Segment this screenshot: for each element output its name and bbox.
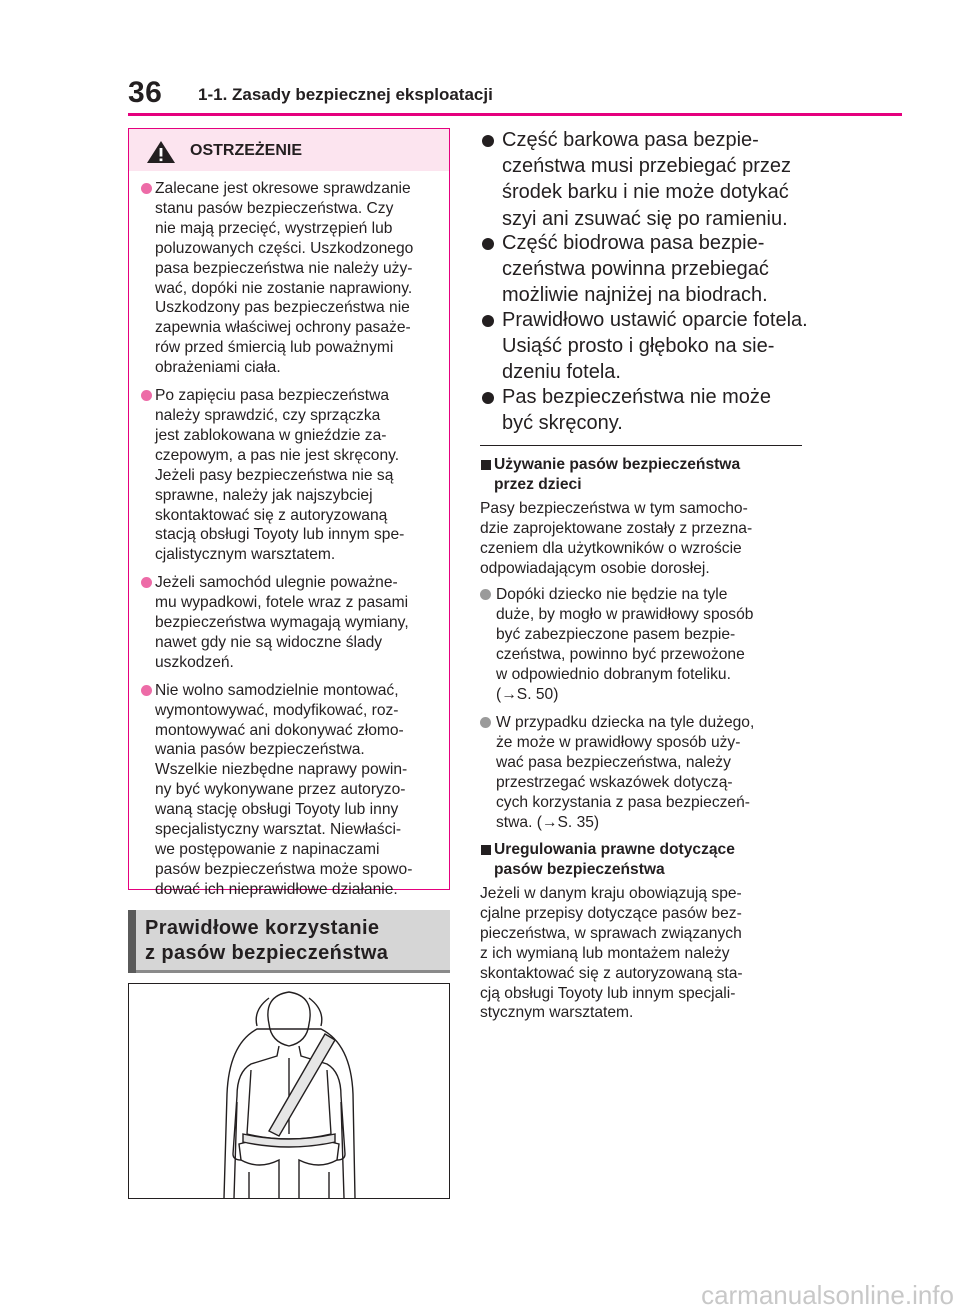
- warning-item-line: dować ich nieprawidłowe działanie.: [155, 880, 398, 898]
- warning-item-line: pasa bezpieczeństwa nie należy uży-: [155, 259, 413, 277]
- warning-item: [141, 573, 439, 673]
- warning-item-line: cjalistycznym warsztatem.: [155, 546, 336, 564]
- regulations-paragraph-line: Jeżeli w danym kraju obowiązują spe-: [480, 885, 742, 902]
- warning-item-line: należy sprawdzić, czy sprzączka: [155, 406, 381, 424]
- regulations-paragraph-line: skontaktować się z autoryzowaną sta-: [480, 964, 743, 982]
- seatbelt-rule-line: być skręcony.: [502, 412, 623, 435]
- warning-item-line: obrażeniami ciała.: [155, 359, 281, 377]
- seatbelt-rule-line: Część biodrowa pasa bezpie-: [502, 232, 765, 254]
- seatbelt-rule-text: [502, 307, 808, 386]
- warning-item-line: ny być wykonywane przez autoryzo-: [155, 781, 406, 799]
- bullet-dot-icon: [482, 238, 494, 250]
- warning-item-line: uszkodzeń.: [155, 653, 234, 671]
- regulations-heading-line1: Uregulowania prawne dotyczące: [494, 841, 735, 858]
- warning-item-line: poluzowanych części. Uszkodzonego: [155, 239, 414, 257]
- warning-item-line: stacją obsługi Toyoty lub innym spe-: [155, 526, 405, 544]
- warning-item-line: we postępowanie z napinaczami: [155, 841, 380, 858]
- bullet-dot-icon: [141, 685, 152, 696]
- page-number: 36: [128, 76, 163, 109]
- seatbelt-rule-line: Pas bezpieczeństwa nie może: [502, 386, 772, 408]
- warning-item-line: montowywać ani dokonywać złomo-: [155, 721, 404, 739]
- bullet-dot-icon: [141, 577, 152, 588]
- seatbelt-rule-line: czeństwa powinna przebiegać: [502, 258, 769, 281]
- seatbelt-rule-line: środek barku i nie może dotykać: [502, 181, 789, 204]
- children-bullet-line: wać pasa bezpieczeństwa, należy: [496, 753, 731, 771]
- section-title-line1: Prawidłowe korzystanie: [145, 917, 380, 939]
- warning-body: [129, 171, 449, 900]
- children-paragraph-line: czeniem dla użytkowników o wzroście: [480, 539, 742, 557]
- children-bullet-text: [496, 585, 753, 704]
- children-bullet-line: duże, by mogło w prawidłowy sposób: [496, 605, 754, 623]
- warning-item-line: Jeżeli samochód ulegnie poważne-: [155, 574, 398, 592]
- warning-item-line: wymontowywać, modyfikować, roz-: [155, 701, 399, 719]
- seatbelt-rule-line: Część barkowa pasa bezpie-: [502, 129, 759, 151]
- warning-item-line: specjalistyczny warsztat. Niewłaści-: [155, 821, 402, 839]
- warning-title: OSTRZEŻENIE: [190, 142, 303, 159]
- seatbelt-rule-line: Usiąść prosto i głęboko na sie-: [502, 335, 775, 358]
- warning-item-line: wać, dopóki nie zostanie naprawiony.: [155, 279, 413, 297]
- warning-header: [129, 129, 449, 171]
- seatbelt-rule-line: Prawidłowo ustawić oparcie fotela.: [502, 309, 808, 331]
- children-bullet-item: [480, 585, 753, 704]
- seatbelt-illustration: [128, 983, 450, 1199]
- children-paragraph-line: odpowiadającym osobie dorosłej.: [480, 559, 710, 577]
- regulations-paragraph-line: pieczeństwa, w sprawach związanych: [480, 924, 742, 942]
- children-bullet-line: cych korzystania z pasa bezpieczeń-: [496, 793, 750, 811]
- warning-item-line: Wszelkie niezbędne naprawy powin-: [155, 761, 408, 779]
- right-column-rule: [480, 445, 802, 446]
- bullet-dot-icon: [141, 390, 152, 401]
- children-bullet-item: [480, 713, 754, 832]
- bullet-dot-icon: [482, 392, 494, 404]
- warning-item-line: Jeżeli pasy bezpieczeństwa nie są: [155, 466, 394, 484]
- seatbelt-rule-line: szyi ani zsuwać się po ramieniu.: [502, 207, 788, 230]
- children-bullet-line: przestrzegać wskazówek dotyczą-: [496, 773, 733, 791]
- children-bullet-line: w odpowiednio dobranym foteliku.: [496, 665, 731, 683]
- warning-item-line: czepowym, a pas nie jest skręcony.: [155, 446, 400, 464]
- seated-person-with-seatbelt-drawing: [129, 984, 449, 1198]
- warning-item-line: nawet gdy nie są widoczne ślady: [155, 633, 383, 651]
- seatbelt-rule-line: czeństwa musi przebiegać przez: [502, 155, 792, 178]
- regulations-paragraph: [480, 884, 743, 1023]
- warning-item: [141, 179, 439, 378]
- warning-item-line: bezpieczeństwa wymagają wymiany,: [155, 614, 409, 632]
- warning-item-line: nie mają przecięć, wystrzępień lub: [155, 219, 393, 237]
- warning-item-line: Nie wolno samodzielnie montować,: [155, 681, 399, 699]
- warning-item-line: zapewnia właściwej ochrony pasaże-: [155, 319, 411, 337]
- warning-item-line: Zalecane jest okresowe sprawdzanie: [155, 180, 411, 197]
- children-paragraph-line: Pasy bezpieczeństwa w tym samocho-: [480, 500, 748, 517]
- seatbelt-rule-item: [480, 127, 791, 232]
- children-bullet-line: stwa. (→S. 35): [496, 813, 600, 831]
- warning-item-line: Uszkodzony pas bezpieczeństwa nie: [155, 299, 410, 317]
- children-bullet-line: (→S. 50): [496, 685, 559, 703]
- children-bullet-line: być zabezpieczone pasem bezpie-: [496, 625, 736, 643]
- children-bullet-line: że może w prawidłowy sposób uży-: [496, 733, 741, 751]
- regulations-paragraph-line: cjalne przepisy dotyczące pasów bez-: [480, 904, 742, 922]
- seatbelt-rule-item: [480, 230, 769, 309]
- children-bullet-line: Dopóki dziecko nie będzie na tyle: [496, 586, 728, 603]
- bullet-dot-icon: [482, 315, 494, 327]
- children-paragraph: [480, 499, 752, 579]
- square-bullet-icon: [481, 845, 491, 855]
- chapter-title: 1-1. Zasady bezpiecznej eksploatacji: [198, 85, 493, 104]
- watermark: carmanualsonline.info: [701, 1280, 954, 1310]
- seatbelt-rule-item: [480, 307, 808, 386]
- regulations-heading-text: [494, 840, 735, 879]
- seatbelt-rule-line: możliwie najniżej na biodrach.: [502, 284, 768, 307]
- warning-item-line: mu wypadkowi, fotele wraz z pasami: [155, 594, 409, 612]
- bullet-dot-icon: [480, 589, 491, 600]
- warning-box: [128, 128, 450, 898]
- section-banner: [128, 910, 450, 973]
- children-bullet-text: [496, 713, 754, 832]
- warning-item-line: Po zapięciu pasa bezpieczeństwa: [155, 387, 390, 405]
- bullet-dot-icon: [480, 717, 491, 728]
- seatbelt-rule-item: [480, 384, 771, 436]
- children-bullet-line: W przypadku dziecka na tyle dużego,: [496, 714, 755, 731]
- regulations-paragraph-line: z ich wymianą lub montażem należy: [480, 944, 730, 962]
- warning-item: [141, 386, 439, 565]
- warning-item-line: pasów bezpieczeństwa może spowo-: [155, 860, 413, 878]
- children-heading-line2: przez dzieci: [494, 475, 582, 493]
- seatbelt-rule-line: dzeniu fotela.: [502, 361, 621, 384]
- warning-item-line: stanu pasów bezpieczeństwa. Czy: [155, 199, 394, 217]
- square-bullet-icon: [481, 460, 491, 470]
- seatbelt-rule-text: [502, 230, 769, 309]
- regulations-heading: [480, 840, 735, 879]
- header-rule: [128, 113, 902, 116]
- regulations-paragraph-line: stycznym warsztatem.: [480, 1004, 634, 1022]
- children-paragraph-line: dzie zaprojektowane zostały z przezna-: [480, 519, 753, 537]
- warning-item-line: skontaktować się z autoryzowaną: [155, 506, 388, 524]
- regulations-heading-line2: pasów bezpieczeństwa: [494, 860, 665, 878]
- children-heading-line1: Używanie pasów bezpieczeństwa: [494, 456, 741, 473]
- regulations-paragraph-line: cją obsługi Toyoty lub innym specjali-: [480, 984, 736, 1002]
- warning-item-line: wania pasów bezpieczeństwa.: [155, 741, 365, 759]
- warning-triangle-icon: [146, 140, 176, 164]
- children-bullet-line: czeństwa, powinno być przewożone: [496, 645, 745, 663]
- warning-item: [141, 681, 439, 900]
- section-title-line2: z pasów bezpieczeństwa: [145, 942, 389, 964]
- seatbelt-rule-text: [502, 384, 771, 436]
- bullet-dot-icon: [482, 135, 494, 147]
- warning-item-line: waną stację obsługi Toyoty lub inny: [155, 801, 399, 819]
- children-heading-text: [494, 455, 740, 494]
- section-title: [145, 916, 388, 966]
- children-heading: [480, 455, 740, 494]
- warning-item-line: sprawne, należy jak najszybciej: [155, 486, 373, 504]
- seatbelt-rule-text: [502, 127, 791, 232]
- bullet-dot-icon: [141, 183, 152, 194]
- warning-item-line: jest zablokowana w gnieździe za-: [155, 426, 387, 444]
- warning-item-line: rów przed śmiercią lub poważnymi: [155, 339, 394, 357]
- section-banner-bar: [128, 910, 136, 973]
